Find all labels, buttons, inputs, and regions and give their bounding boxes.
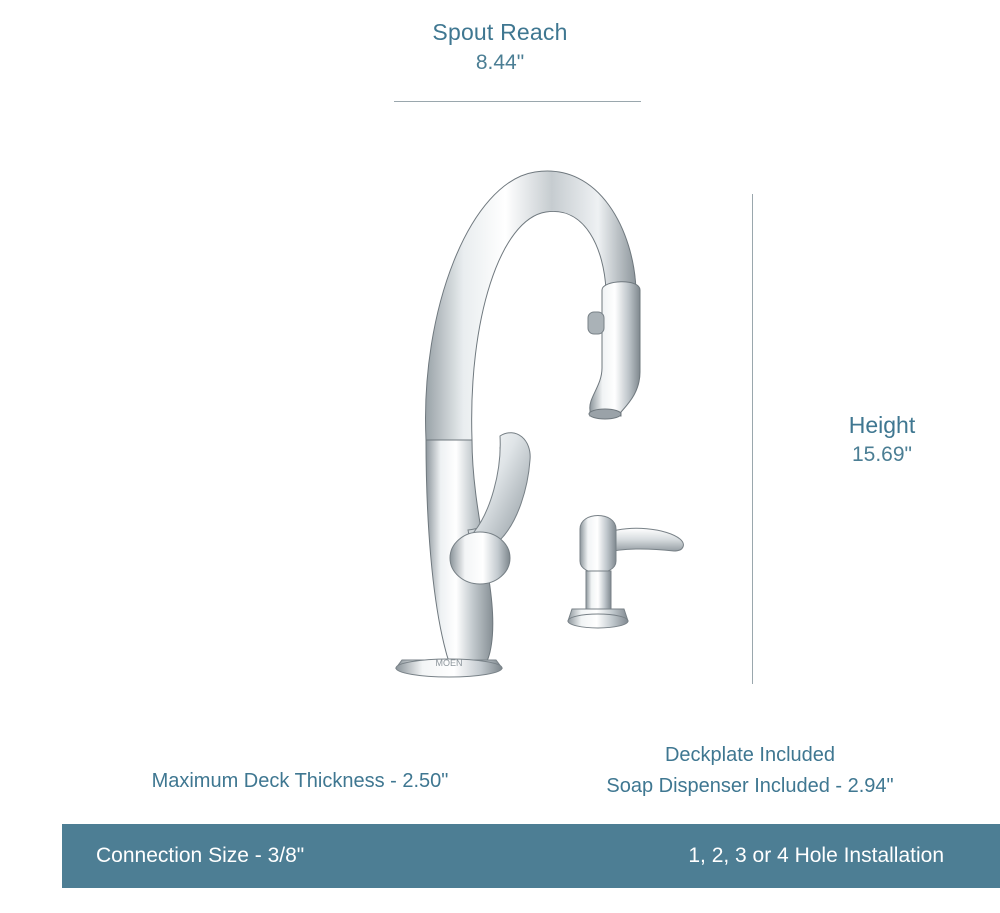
height-measure-line <box>752 194 753 684</box>
connection-size-label: Connection Size - 3/8" <box>96 844 305 867</box>
hole-installation-label: 1, 2, 3 or 4 Hole Installation <box>688 844 944 867</box>
spout-reach-value: 8.44" <box>475 51 525 74</box>
soap-dispenser-illustration <box>560 495 730 645</box>
svg-text:MOEN: MOEN <box>435 658 463 668</box>
max-deck-thickness-note: Maximum Deck Thickness - 2.50" <box>151 770 449 792</box>
deckplate-included-note: Deckplate Included <box>664 744 836 766</box>
spout-reach-label: Spout Reach <box>432 19 568 45</box>
height-dimension <box>772 410 992 470</box>
spout-reach-measure-line <box>394 101 641 102</box>
inclusion-notes <box>540 740 960 802</box>
height-value: 15.69" <box>851 443 912 466</box>
spout-reach-dimension <box>0 18 1000 77</box>
soap-dispenser-included-note: Soap Dispenser Included - 2.94" <box>606 775 894 797</box>
height-label: Height <box>848 412 916 438</box>
spec-bottom-bar <box>62 824 1000 888</box>
